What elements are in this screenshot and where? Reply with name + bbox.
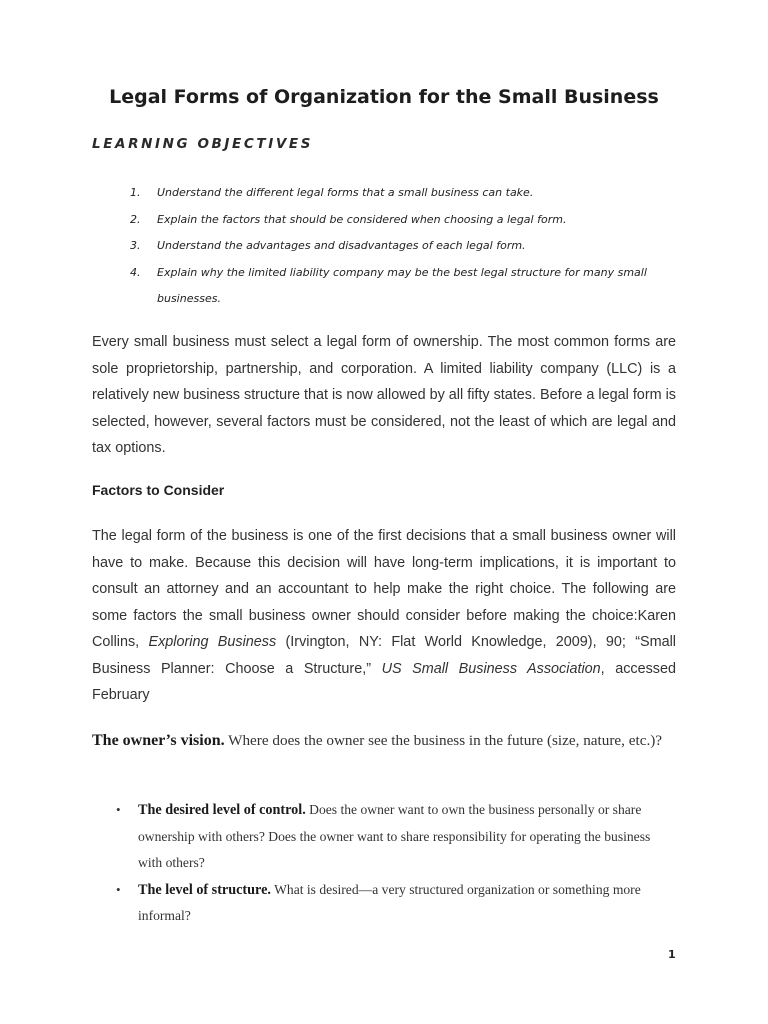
- book-title-citation: Exploring Business: [148, 634, 277, 650]
- factors-text-part2: (Irvington, NY: Flat World Knowledge, 2009), 90; “Small Business Planner: Choose a Structure,”: [92, 634, 676, 677]
- objective-number: 4.: [130, 265, 141, 279]
- learning-objectives-list: [130, 180, 670, 313]
- objective-item: [130, 207, 670, 234]
- factors-bullet-list: [112, 797, 672, 930]
- page-number: 1: [668, 948, 676, 961]
- objective-text: Explain why the limited liability company may be the best legal structure for many small businesses.: [157, 265, 647, 305]
- learning-objectives-heading: LEARNING OBJECTIVES: [92, 136, 314, 152]
- page-title: Legal Forms of Organization for the Small Business: [109, 86, 659, 108]
- objective-number: 2.: [130, 212, 141, 226]
- factors-heading: Factors to Consider: [92, 482, 225, 498]
- bullet-text: What is desired—a very structured organization or something more informal?: [138, 881, 641, 923]
- factors-paragraph: [92, 523, 676, 709]
- bullet-text: Does the owner want to own the business personally or share ownership with others? Does the owner want to share responsibility for operating the business with others?: [138, 802, 651, 870]
- factors-text-part3: , accessed February: [92, 660, 677, 703]
- bullet-dot-icon: •: [116, 802, 121, 817]
- factors-text-part1: The legal form of the business is one of the first decisions that a small business owner will have to make. Because this decision will have long-term implications, it is important to consult an attorney and an accountant to help make the right choice. The following are some factors the small business owner should consider before making the choice:Karen Collins,: [92, 528, 676, 650]
- objective-number: 1.: [130, 186, 141, 199]
- owner-vision-paragraph: [92, 727, 676, 754]
- bullet-dot-icon: •: [116, 881, 121, 897]
- bullet-item: [112, 877, 672, 930]
- objective-item: [130, 260, 670, 313]
- objective-item: [130, 180, 670, 207]
- owner-vision-label: The owner’s vision.: [92, 732, 225, 749]
- objective-text: Understand the different legal forms that a small business can take.: [157, 186, 534, 199]
- objective-number: 3.: [130, 239, 141, 252]
- objective-text: Understand the advantages and disadvantages of each legal form.: [157, 239, 526, 252]
- publisher-citation: US Small Business Association: [381, 660, 601, 677]
- objective-text: Explain the factors that should be considered when choosing a legal form.: [157, 212, 567, 226]
- objective-item: [130, 233, 670, 260]
- owner-vision-text: Where does the owner see the business in the future (size, nature, etc.)?: [224, 732, 663, 749]
- bullet-label: The level of structure.: [138, 881, 271, 898]
- bullet-item: [112, 797, 672, 877]
- intro-paragraph: Every small business must select a legal form of ownership. The most common forms are sole proprietorship, partnership, and corporation. A limited liability company (LLC) is a relatively new business structure that is now allowed by all fifty states. Before a legal form is selected, however, several factors must be considered, not the least of which are legal and tax options.: [92, 334, 676, 456]
- bullet-label: The desired level of control.: [138, 802, 306, 818]
